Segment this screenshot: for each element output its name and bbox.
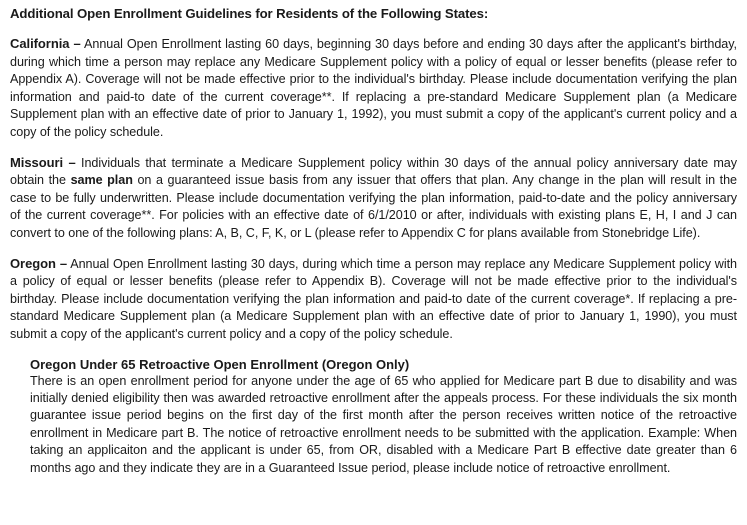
oregon-label: Oregon – (10, 255, 68, 271)
oregon-under-65-section (30, 356, 737, 477)
oregon-under-65-text: There is an open enrollment period for anyone under the age of 65 who applied for Medicare part B due to disability and was initially denied eligibility then was awarded retroactive enrollment after the appeals process. For these individuals the six month guarantee issue period begins on the first day of the first month after the person receives written notice of the retroactive enrollment in Medicare part B. The notice of retroactive enrollment needs to be submitted with the application. Example: When taking an applicaiton and the applicant is under 65, from OR, disabled with a Medicare Part B effective date greater than 6 months ago and they indicate they are in a Guaranteed Issue period, please include notice of retroactive enrollment. (30, 373, 737, 475)
missouri-label: Missouri – (10, 154, 76, 170)
oregon-section (10, 255, 737, 344)
missouri-section (10, 154, 737, 243)
missouri-text-1: Individuals that terminate a Medicare Supplement policy within 30 days of the annual policy anniversary date may obtain the (10, 155, 738, 188)
page-heading: Additional Open Enrollment Guidelines for Residents of the Following States: (10, 6, 489, 21)
oregon-text: Annual Open Enrollment lasting 30 days, during which time a person may replace any Medicare Supplement policy with a policy of equal or lesser benefits (please refer to Appendix B). Coverage will not be made effective prior to the individual's birthday. Please include documentation verifying the plan information and paid-to date of the current coverage*. If replacing a pre-standard Medicare Supplement plan (a Medicare Supplement plan with an effective date of prior to January 1, 1990), you must submit a copy of the applicant's current policy and a copy of the policy schedule. (10, 256, 737, 341)
california-section (10, 35, 737, 142)
missouri-same-plan: same plan (70, 173, 133, 188)
california-text: Annual Open Enrollment lasting 60 days, beginning 30 days before and ending 30 days after the applicant's birthday, during which time a person may replace any Medicare Supplement policy with a policy of equal or lesser benefits (please refer to Appendix A). Coverage will not be made effective prior to the individual's birthday. Please include documentation verifying the plan information and paid-to date of the current coverage**. If replacing a pre-standard Medicare Supplement plan (a Medicare Supplement plan with an effective date of prior to January 1, 1992), you must submit a copy of the applicant's current policy and a copy of the policy schedule. (10, 37, 737, 139)
california-label: California – (10, 36, 81, 51)
missouri-text-2: on a guaranteed issue basis from any issuer that offers that plan. Any change in the plan will result in the case to be fully underwritten. Please include documentation verifying the plan information, paid-to-date and the policy anniversary of the current coverage**. For policies with an effective date of 6/1/2010 or after, individuals with existing plans E, H, I and J can convert to one of the following plans: A, B, C, F, K, or L (please refer to Appendix C for plans available from Stonebridge Life). (10, 173, 738, 240)
oregon-under-65-title: Oregon Under 65 Retroactive Open Enrollment (Oregon Only) (30, 356, 410, 372)
